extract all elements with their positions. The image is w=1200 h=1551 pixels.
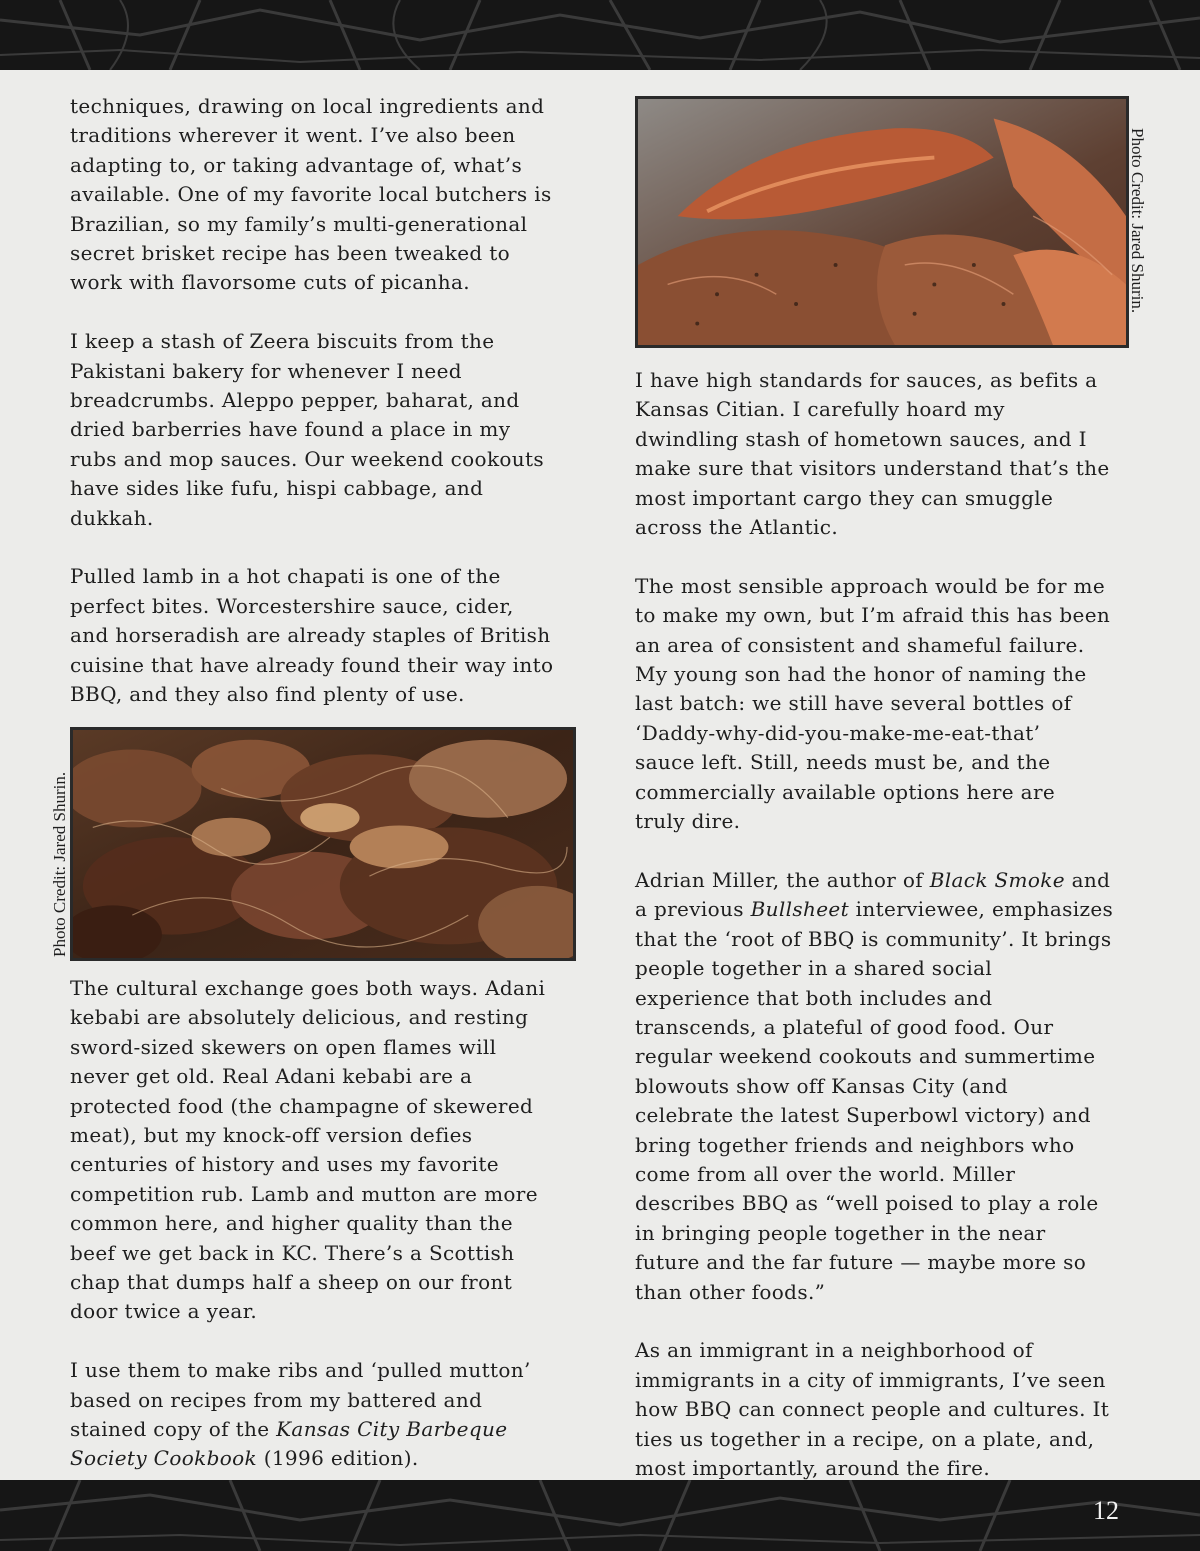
text-run: and a previous — [635, 867, 1111, 922]
book-title: Kansas City Barbeque Society Cookbook — [70, 1417, 508, 1471]
paragraph: The cultural exchange goes both ways. Adani kebabi are absolutely delicious, and resting sword-sized skewers on open flames will never get old. Real Adani kebabi are a protected food (the champagne of skewered meat), but my knock-off version defies centuries of history and uses my favorite competition rub. Lamb and mutton are more common here, and higher quality than the beef we get back in KC. There’s a Scottish chap that dumps half a sheep on our front door twice a year. — [70, 976, 546, 1324]
map-pattern-top — [0, 0, 1200, 70]
magazine-title: Bullsheet — [750, 897, 849, 922]
paragraph: The most sensible approach would be for me to make my own, but I’m afraid this has been an area of consistent and shameful failure. My young son had the honor of naming the last batch: we still have several bottles of ‘Daddy-why-did-you-make-me-eat-that’ sauce left. Still, needs must be, and the commercially available options here are truly dire. — [635, 573, 1111, 834]
lamb-photo-credit: Photo Credit: Jared Shurin. — [50, 771, 69, 957]
right-column — [635, 366, 1135, 1483]
pulled-lamb-image — [73, 730, 573, 958]
paragraph — [635, 866, 1135, 1307]
paragraph: I have high standards for sauces, as befits a Kansas Citian. I carefully hoard my dwindling stash of hometown sauces, and I make sure that visitors understand that’s the most important cargo they can smuggle across the Atlantic. — [635, 368, 1110, 540]
text-run: (1996 edition). — [256, 1446, 419, 1471]
left-column-bottom — [70, 974, 590, 1474]
paragraph — [70, 1356, 590, 1474]
paragraph: Pulled lamb in a hot chapati is one of the perfect bites. Worcestershire sauce, cider, and horseradish are already staples of British cuisine that have already found their way into BBQ, and they also find plenty of use. — [70, 564, 554, 707]
text-run: I use them to make ribs and ‘pulled mutton’ based on recipes from my battered and stained copy of the — [70, 1358, 531, 1442]
paragraph: As an immigrant in a neighborhood of immigrants in a city of immigrants, I’ve seen how BBQ can connect people and cultures. It ties us together in a recipe, on a plate, and, most importantly, around the fire. — [635, 1338, 1110, 1480]
text-run: Adrian Miller, the author of — [635, 867, 930, 892]
bottom-map-band — [0, 1480, 1200, 1551]
salmon-photo-credit: Photo Credit: Jared Shurin. — [1128, 128, 1147, 314]
lamb-photo — [70, 727, 576, 961]
left-column-top — [70, 92, 590, 710]
paragraph: techniques, drawing on local ingredients and traditions wherever it went. I’ve also been adapting to, or taking advantage of, what’s available. One of my favorite local butchers is Brazilian, so my family’s multi-generational secret brisket recipe has been tweaked to work with flavorsome cuts of picanha. — [70, 94, 552, 295]
salmon-photo — [635, 96, 1129, 348]
text-run: interviewee, emphasizes that the ‘root of BBQ is community’. It brings people together in a shared social experience that both includes and transcends, a plateful of good food. Our regular weekend cookouts and summertime blowouts show off Kansas City (and celebrate the latest Superbowl victory) and bring together friends and neighbors who come from all over the world. Miller describes BBQ as “well poised to play a role in bringing people together in the near future and the far future — maybe more so than other foods.” — [635, 897, 1114, 1304]
page-number: 12 — [1093, 1496, 1119, 1525]
map-pattern-bottom — [0, 1480, 1200, 1551]
book-title: Black Smoke — [929, 867, 1065, 892]
paragraph: I keep a stash of Zeera biscuits from the Pakistani bakery for whenever I need breadcrumbs. Aleppo pepper, baharat, and dried barberries have found a place in my rubs and mop sauces. Our weekend cookouts have sides like fufu, hispi cabbage, and dukkah. — [70, 329, 545, 530]
top-map-band — [0, 0, 1200, 70]
smoked-salmon-image — [638, 99, 1126, 345]
